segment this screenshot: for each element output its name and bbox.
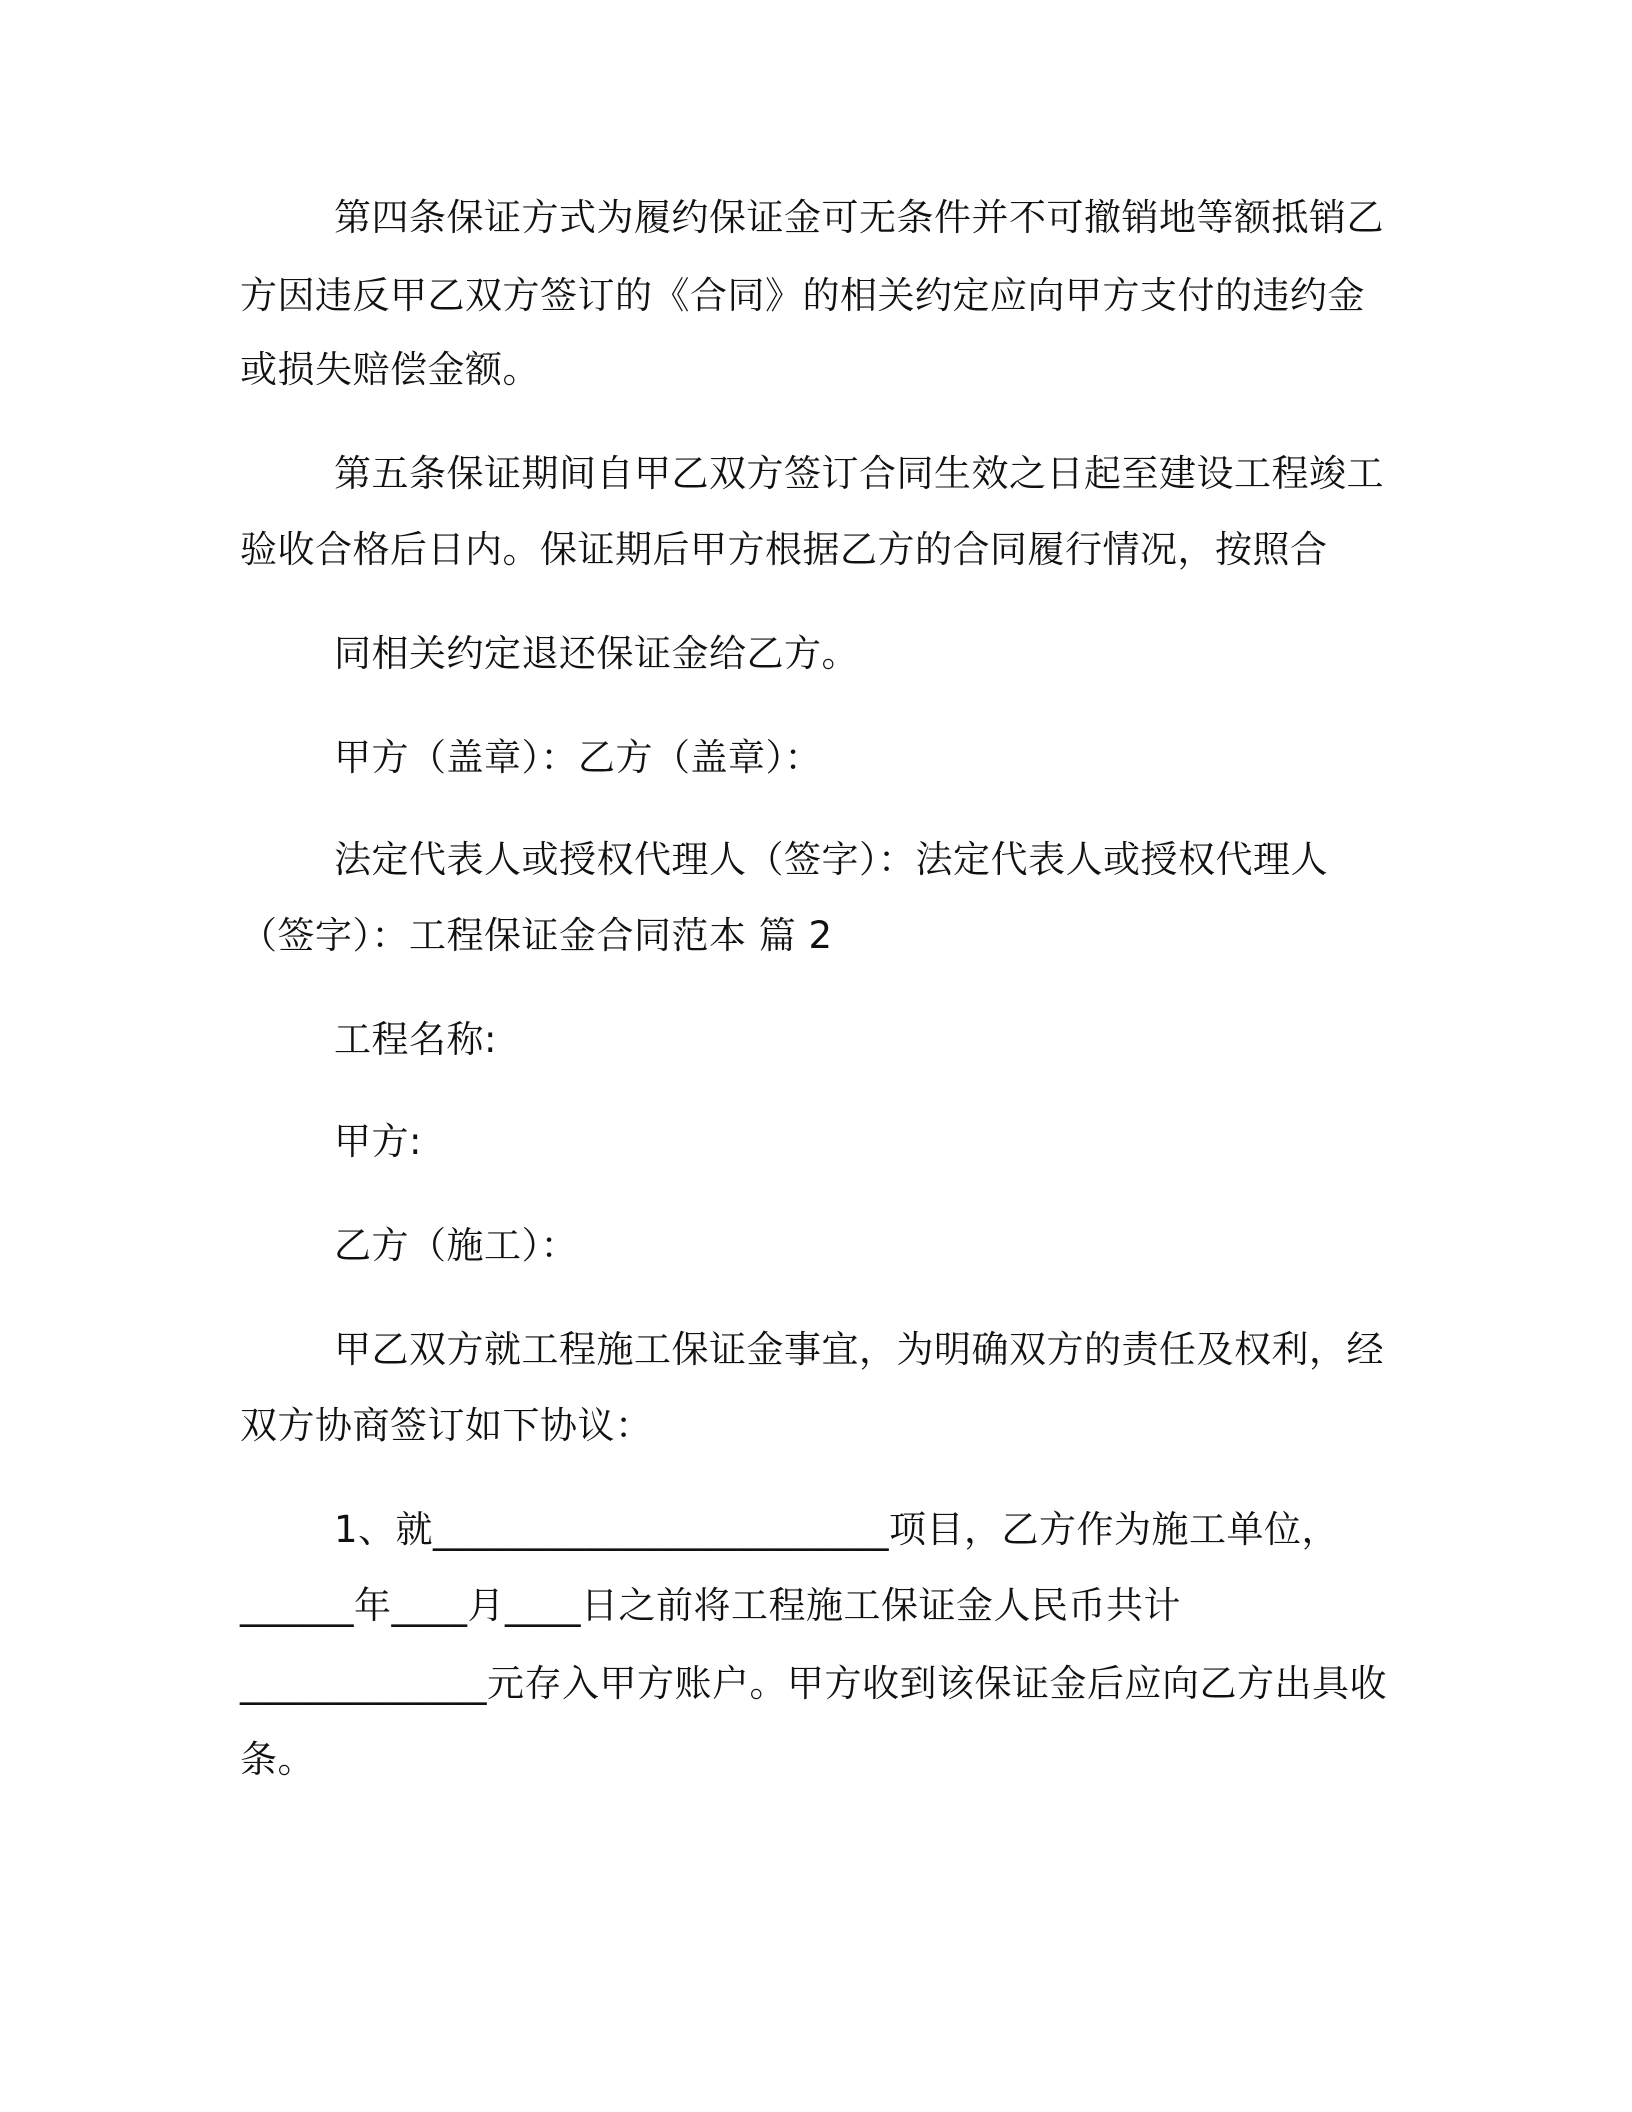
party-b-field: 乙方（施工）： xyxy=(334,1224,578,1267)
paragraph-article5-line2: 验收合格后日内。保证期后甲方根据乙方的合同履行情况，按照合 xyxy=(240,528,1328,571)
paragraph-article5-line1: 第五条保证期间自甲乙双方签订合同生效之日起至建设工程竣工 xyxy=(334,452,1384,495)
clause1-line2: ______年____月____日之前将工程施工保证金人民币共计 xyxy=(240,1584,1181,1627)
clause1-line3: _____________元存入甲方账户。甲方收到该保证金后应向乙方出具收 xyxy=(240,1662,1387,1705)
seal-line: 甲方（盖章）：乙方（盖章）： xyxy=(334,736,822,779)
project-name-field: 工程名称: xyxy=(334,1018,497,1061)
party-a-field: 甲方: xyxy=(334,1120,422,1163)
paragraph-article4-line1: 第四条保证方式为履约保证金可无条件并不可撤销地等额抵销乙 xyxy=(334,196,1384,239)
paragraph-article4-line2: 方因违反甲乙双方签订的《合同》的相关约定应向甲方支付的违约金 xyxy=(240,274,1365,317)
signature-line2-section-title: （签字）：工程保证金合同范本 篇 2 xyxy=(240,914,833,957)
clause1-line1: 1、就________________________项目，乙方作为施工单位， xyxy=(334,1508,1340,1551)
paragraph-article4-line3: 或损失赔偿金额。 xyxy=(240,348,540,391)
clause1-line4: 条。 xyxy=(240,1738,315,1781)
paragraph-agreement-line2: 双方协商签订如下协议： xyxy=(240,1404,653,1447)
paragraph-agreement-line1: 甲乙双方就工程施工保证金事宜，为明确双方的责任及权利，经 xyxy=(334,1328,1384,1371)
paragraph-refund: 同相关约定退还保证金给乙方。 xyxy=(334,632,859,675)
signature-line1: 法定代表人或授权代理人（签字）：法定代表人或授权代理人 xyxy=(334,838,1328,881)
